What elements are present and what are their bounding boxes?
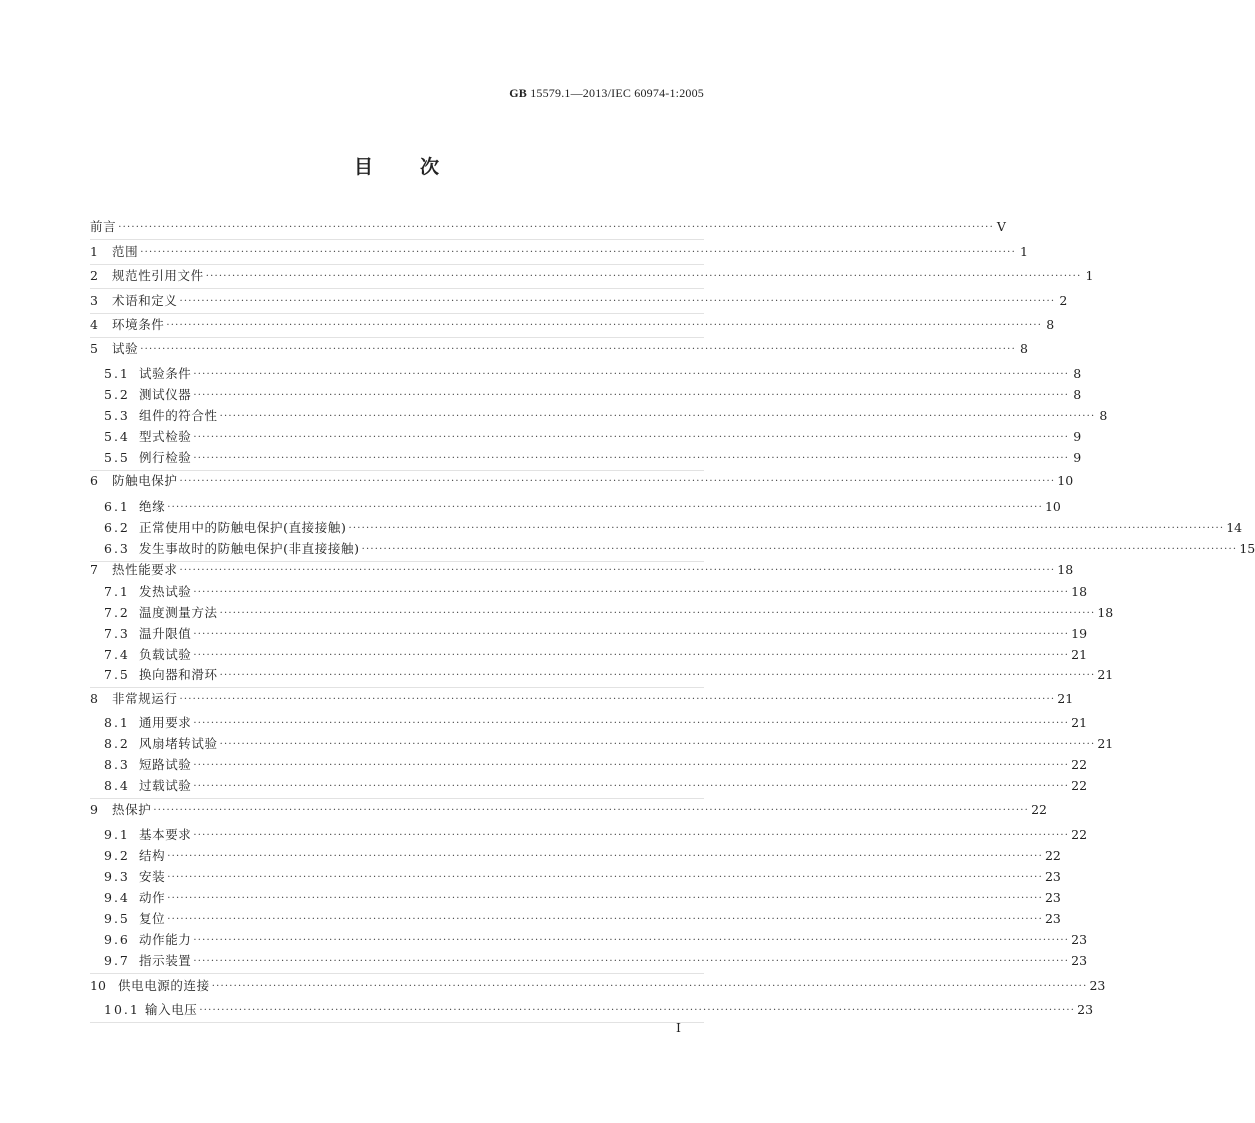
toc-entry-page: V	[996, 219, 1006, 234]
toc-entry-page: 22	[1071, 757, 1088, 772]
toc-dot-leader: ········································································································································································································	[167, 502, 1043, 513]
toc-entry-number: 7.5	[104, 667, 130, 682]
toc-entry-number: 9.4	[104, 890, 130, 905]
toc-dot-leader: ········································································································································································································	[193, 629, 1070, 640]
toc-entry-number: 7.2	[104, 605, 130, 620]
toc-entry-number: 7.1	[104, 584, 130, 599]
toc-entry-title: 动作	[139, 890, 166, 905]
toc-entry-title: 热性能要求	[112, 562, 178, 577]
toc-entry[interactable]	[90, 471, 1074, 491]
toc-entry-page: 8	[1073, 366, 1082, 381]
toc-entry-page: 18	[1057, 562, 1074, 577]
toc-entry-number: 10.1	[104, 1002, 140, 1017]
toc-entry[interactable]	[104, 930, 1088, 950]
toc-entry[interactable]	[90, 976, 1106, 996]
toc-entry[interactable]	[104, 665, 1114, 685]
toc-entry[interactable]	[104, 497, 1061, 517]
toc-dot-leader: ········································································································································································································	[193, 781, 1070, 792]
toc-entry[interactable]	[104, 385, 1082, 405]
toc-entry-page: 8	[1020, 341, 1028, 356]
toc-entry-title: 短路试验	[139, 757, 192, 772]
toc-entry-number: 7.3	[104, 626, 130, 641]
toc-entry-page: 21	[1071, 647, 1088, 662]
toc-dot-leader: ········································································································································································································	[179, 694, 1056, 705]
toc-entry[interactable]	[104, 427, 1082, 447]
toc-entry[interactable]	[90, 315, 1055, 335]
toc-entry-page: 9	[1073, 450, 1082, 465]
toc-dot-leader: ········································································································································································································	[361, 544, 1238, 555]
toc-entry[interactable]	[104, 825, 1088, 845]
toc-entry-page: 23	[1071, 932, 1088, 947]
toc-entry-number: 5.3	[104, 408, 130, 423]
toc-dot-leader: ········································································································································································································	[193, 369, 1070, 380]
toc-entry-title: 例行检验	[139, 450, 192, 465]
toc-entry-number: 4	[90, 317, 98, 332]
toc-dot-leader: ········································································································································································································	[140, 344, 1016, 355]
toc-entry-page: 23	[1044, 890, 1061, 905]
toc-entry-number: 1	[90, 244, 98, 259]
toc-entry-page: 22	[1071, 778, 1088, 793]
toc-entry-number: 5	[90, 341, 98, 356]
toc-entry[interactable]	[104, 888, 1061, 908]
toc-dot-leader: ········································································································································································································	[179, 476, 1056, 487]
toc-dot-leader: ········································································································································································································	[179, 296, 1056, 307]
toc-entry-number: 6	[90, 473, 98, 488]
toc-entry-page: 1	[1020, 244, 1028, 259]
toc-entry-page: 18	[1071, 584, 1088, 599]
toc-entry-page: 22	[1071, 827, 1088, 842]
toc-dot-leader: ········································································································································································································	[193, 453, 1070, 464]
toc-entry[interactable]	[104, 364, 1082, 384]
toc-entry-page: 8	[1099, 408, 1108, 423]
toc-entry-page: 23	[1071, 953, 1088, 968]
toc-entry-number: 6.3	[104, 541, 130, 556]
toc-entry[interactable]	[104, 1000, 1094, 1020]
toc-entry[interactable]	[90, 339, 1028, 359]
toc-entry-number: 9.7	[104, 953, 130, 968]
toc-separator	[90, 313, 704, 314]
toc-entry[interactable]	[104, 951, 1088, 971]
toc-entry-number: 9.2	[104, 848, 130, 863]
toc-entry-title: 风扇堵转试验	[139, 736, 218, 751]
toc-entry-title: 供电电源的连接	[118, 978, 210, 993]
toc-entry-page: 2	[1059, 293, 1068, 308]
toc-dot-leader: ········································································································································································································	[167, 893, 1043, 904]
toc-entry-number: 8.1	[104, 715, 130, 730]
toc-dot-leader: ········································································································································································································	[167, 872, 1043, 883]
toc-entry[interactable]	[90, 242, 1028, 262]
toc-entry[interactable]	[104, 776, 1088, 796]
toc-entry[interactable]	[104, 448, 1082, 468]
toc-dot-leader: ········································································································································································································	[193, 830, 1070, 841]
toc-entry[interactable]	[90, 560, 1074, 580]
toc-dot-leader: ········································································································································································································	[219, 608, 1096, 619]
toc-entry-number: 8.3	[104, 757, 130, 772]
toc-entry-page: 23	[1044, 869, 1061, 884]
toc-entry[interactable]	[104, 713, 1088, 733]
toc-entry-title: 发热试验	[139, 584, 192, 599]
toc-entry-page: 10	[1057, 473, 1074, 488]
toc-entry-title: 热保护	[112, 802, 152, 817]
toc-entry-number: 5.4	[104, 429, 130, 444]
toc-dot-leader: ········································································································································································································	[167, 851, 1043, 862]
toc-entry-title: 防触电保护	[112, 473, 178, 488]
toc-entry-number: 2	[90, 268, 98, 283]
toc-entry-title: 试验	[112, 341, 139, 356]
toc-separator	[90, 687, 704, 688]
toc-entry-number: 9.1	[104, 827, 130, 842]
toc-dot-leader: ········································································································································································································	[219, 670, 1096, 681]
toc-entry-number: 8	[90, 691, 98, 706]
toc-entry-page: 14	[1226, 520, 1243, 535]
toc-entry-page: 21	[1097, 667, 1114, 682]
toc-entry-page: 8	[1073, 387, 1082, 402]
page-title	[0, 152, 794, 179]
toc-entry-page: 21	[1097, 736, 1114, 751]
toc-dot-leader: ········································································································································································································	[153, 805, 1030, 816]
standard-prefix: GB	[509, 86, 527, 100]
toc-dot-leader: ········································································································································································································	[193, 935, 1070, 946]
toc-separator	[90, 264, 704, 265]
toc-entry-title: 组件的符合性	[139, 408, 218, 423]
toc-entry-title: 测试仪器	[139, 387, 192, 402]
toc-entry-number: 7.4	[104, 647, 130, 662]
toc-entry[interactable]	[90, 800, 1047, 820]
toc-entry[interactable]	[90, 217, 1006, 237]
toc-entry[interactable]	[90, 291, 1068, 311]
toc-entry-title: 基本要求	[139, 827, 192, 842]
toc-dot-leader: ········································································································································································································	[193, 432, 1070, 443]
toc-entry-title: 安装	[139, 869, 166, 884]
toc-entry-page: 8	[1046, 317, 1055, 332]
toc-entry-title: 试验条件	[139, 366, 192, 381]
toc-dot-leader: ········································································································································································································	[219, 739, 1096, 750]
toc-entry-title: 换向器和滑环	[139, 667, 218, 682]
toc-entry-number: 8.2	[104, 736, 130, 751]
toc-entry-title: 结构	[139, 848, 166, 863]
toc-entry-number: 5.5	[104, 450, 130, 465]
toc-entry-number: 6.1	[104, 499, 130, 514]
toc-entry-number: 7	[90, 562, 98, 577]
toc-dot-leader: ········································································································································································································	[193, 956, 1070, 967]
toc-entry-title: 环境条件	[112, 317, 165, 332]
toc-entry-title: 指示装置	[139, 953, 192, 968]
toc-dot-leader: ········································································································································································································	[193, 390, 1070, 401]
toc-entry-page: 22	[1044, 848, 1061, 863]
toc-dot-leader: ········································································································································································································	[193, 587, 1070, 598]
toc-entry-number: 3	[90, 293, 98, 308]
toc-entry-page: 9	[1073, 429, 1082, 444]
toc-entry-title: 动作能力	[139, 932, 192, 947]
toc-entry[interactable]	[104, 539, 1255, 559]
toc-entry-page: 21	[1057, 691, 1074, 706]
toc-dot-leader: ········································································································································································································	[205, 271, 1082, 282]
toc-entry[interactable]	[104, 624, 1088, 644]
toc-entry-title: 输入电压	[145, 1002, 198, 1017]
toc-dot-leader: ········································································································································································································	[193, 650, 1070, 661]
toc-separator	[90, 1022, 704, 1023]
toc-entry-number: 6.2	[104, 520, 130, 535]
toc-dot-leader: ········································································································································································································	[179, 565, 1056, 576]
toc-entry-page: 21	[1071, 715, 1088, 730]
toc-entry-title: 过载试验	[139, 778, 192, 793]
toc-entry-page: 15	[1239, 541, 1255, 556]
toc-entry[interactable]	[104, 603, 1114, 623]
toc-dot-leader: ········································································································································································································	[193, 760, 1070, 771]
toc-entry-number: 9.6	[104, 932, 130, 947]
toc-separator	[90, 288, 704, 289]
toc-separator	[90, 798, 704, 799]
page-number: I	[676, 1020, 681, 1035]
toc-dot-leader: ········································································································································································································	[348, 523, 1225, 534]
toc-dot-leader: ········································································································································································································	[140, 247, 1016, 258]
toc-entry-title: 温度测量方法	[139, 605, 218, 620]
toc-entry-title: 前言	[90, 219, 117, 234]
title-char-2: 次	[420, 156, 441, 178]
standard-header	[509, 86, 704, 101]
toc-entry[interactable]	[90, 266, 1094, 286]
toc-entry-page: 1	[1085, 268, 1094, 283]
toc-entry-number: 8.4	[104, 778, 130, 793]
standard-number: 15579.1—2013/IEC 60974-1:2005	[530, 86, 704, 100]
toc-entry-number: 5.2	[104, 387, 130, 402]
toc-entry-number: 10	[90, 978, 106, 993]
toc-entry-title: 型式检验	[139, 429, 192, 444]
toc-entry-number: 9.5	[104, 911, 130, 926]
toc-entry-page: 23	[1044, 911, 1061, 926]
toc-entry-title: 负载试验	[139, 647, 192, 662]
toc-entry-title: 范围	[112, 244, 139, 259]
toc-entry-page: 22	[1031, 802, 1047, 817]
toc-entry-number: 5.1	[104, 366, 130, 381]
toc-entry[interactable]	[104, 867, 1061, 887]
toc-entry[interactable]	[104, 755, 1088, 775]
toc-entry-title: 术语和定义	[112, 293, 178, 308]
toc-entry[interactable]	[104, 645, 1088, 665]
toc-entry[interactable]	[104, 734, 1114, 754]
toc-entry[interactable]	[104, 406, 1108, 426]
toc-entry-page: 10	[1044, 499, 1061, 514]
toc-entry-title: 通用要求	[139, 715, 192, 730]
toc-dot-leader: ········································································································································································································	[118, 222, 994, 233]
toc-entry-page: 18	[1097, 605, 1114, 620]
toc-separator	[90, 239, 704, 240]
title-char-1: 目	[353, 156, 374, 178]
toc-dot-leader: ········································································································································································································	[219, 411, 1096, 422]
toc-entry-page: 23	[1077, 1002, 1094, 1017]
toc-entry-title: 发生事故时的防触电保护(非直接接触)	[139, 541, 360, 556]
toc-entry-number: 9	[90, 802, 98, 817]
toc-dot-leader: ········································································································································································································	[166, 320, 1043, 331]
toc-separator	[90, 973, 704, 974]
toc-entry[interactable]	[104, 582, 1088, 602]
toc-entry-number: 9.3	[104, 869, 130, 884]
toc-entry-title: 复位	[139, 911, 166, 926]
toc-entry[interactable]	[104, 846, 1061, 866]
toc-entry-title: 非常规运行	[112, 691, 178, 706]
toc-dot-leader: ········································································································································································································	[167, 914, 1043, 925]
toc-dot-leader: ········································································································································································································	[199, 1005, 1076, 1016]
toc-entry-page: 23	[1089, 978, 1106, 993]
toc-entry-title: 绝缘	[139, 499, 166, 514]
toc-entry-title: 温升限值	[139, 626, 192, 641]
toc-dot-leader: ········································································································································································································	[193, 718, 1070, 729]
toc-entry-page: 19	[1071, 626, 1088, 641]
toc-entry-title: 规范性引用文件	[112, 268, 204, 283]
toc-entry-title: 正常使用中的防触电保护(直接接触)	[139, 520, 347, 535]
toc-separator	[90, 337, 704, 338]
toc-dot-leader: ········································································································································································································	[211, 981, 1088, 992]
toc-entry[interactable]	[90, 689, 1074, 709]
toc-entry[interactable]	[104, 518, 1243, 538]
toc-entry[interactable]	[104, 909, 1061, 929]
